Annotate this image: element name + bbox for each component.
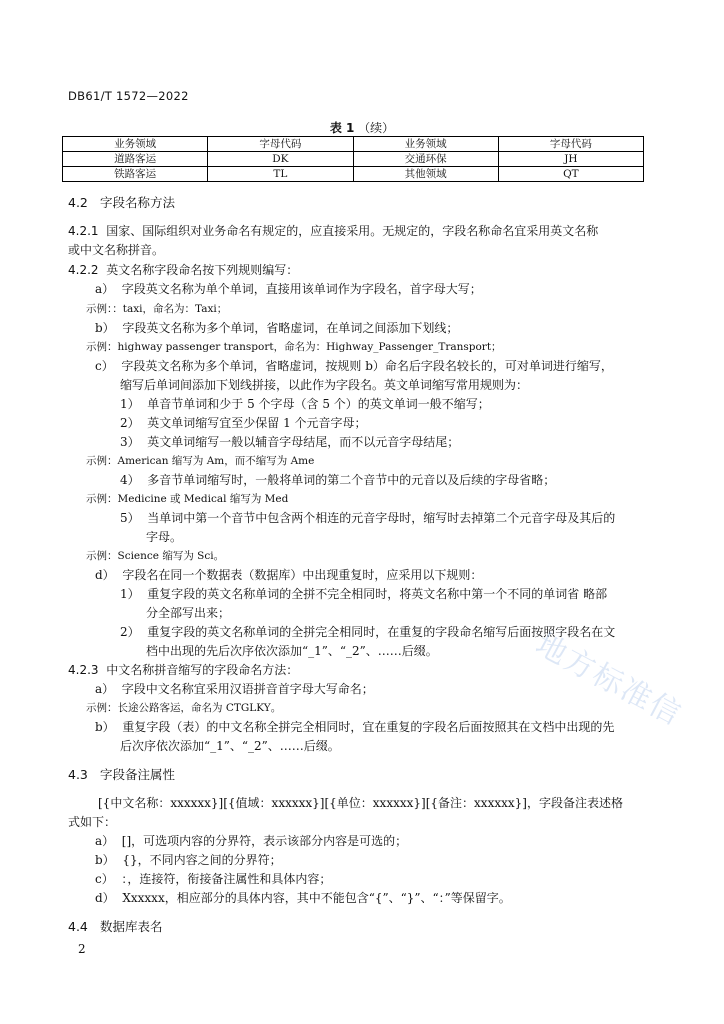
table-header-cell: 业务领域 — [353, 137, 498, 152]
rule-marker: 4） — [120, 473, 140, 487]
list-text: ：，连接符，衔接备注属性和具体内容； — [121, 872, 332, 886]
list-item-c — [95, 357, 613, 374]
list-item-b2 — [95, 718, 614, 735]
format-item-d — [95, 889, 511, 906]
section-heading-4-2 — [68, 193, 175, 211]
clause-text: 国家、国际组织对业务命名有规定的，应直接采用。无规定的，字段名称命名宜采用英文名称 — [106, 224, 599, 238]
table-row — [63, 152, 644, 167]
table-cell: 道路客运 — [63, 152, 208, 167]
rule-marker: 1） — [120, 587, 140, 601]
example-line: 示例：highway passenger transport，命名为：Highway_Passenger_Transport； — [86, 341, 502, 353]
list-text: 字段中文名称宜采用汉语拼音首字母大写命名； — [121, 682, 374, 696]
table-cell: 铁路客运 — [63, 167, 208, 182]
list-text: 重复字段（表）的中文名称全拼完全相同时，宜在重复的字段名后面按照其在文档中出现的先 — [122, 720, 615, 734]
clause-4-2-1-line2: 或中文名称拼音。 — [68, 243, 165, 257]
section-heading-4-4 — [68, 917, 163, 935]
format-item-b — [95, 851, 282, 868]
rule-marker: 2） — [120, 416, 140, 430]
list-item-a — [95, 280, 482, 297]
clause-number: 4.2.2 — [68, 263, 99, 277]
list-marker: b） — [95, 321, 115, 335]
clause-number: 4.2.3 — [68, 663, 99, 677]
section-title: 字段名称方法 — [100, 195, 176, 210]
example-line: 示例：Science 缩写为 Sci。 — [86, 550, 225, 562]
example-line: 示例：Medicine 或 Medical 缩写为 Med — [86, 493, 289, 505]
rule-text: 单音节单词和少于 5 个字母（含 5 个）的英文单词一般不缩写； — [147, 397, 490, 411]
section-heading-4-3 — [68, 765, 175, 783]
rule-text: 重复字段的英文名称单词的全拼不完全相同时，将英文名称中第一个不同的单词省 略部 — [147, 587, 608, 601]
rule-item-4 — [120, 471, 555, 488]
table-cell: QT — [498, 167, 643, 182]
example-line: 示例：American 缩写为 Am，而不缩写为 Ame — [86, 455, 315, 467]
section-number: 4.2 — [68, 195, 88, 210]
rule-marker: 2） — [120, 625, 140, 639]
section-number: 4.3 — [68, 767, 88, 782]
rule-marker: 1） — [120, 397, 140, 411]
clause-number: 4.2.1 — [68, 224, 99, 238]
rule-item-5 — [120, 509, 615, 526]
section-number: 4.4 — [68, 919, 88, 934]
rule-text: 当单词中第一个音节中包含两个相连的元音字母时，缩写时去掉第二个元音字母及其后的 — [147, 511, 616, 525]
list-marker: c） — [95, 359, 114, 373]
format-line-1: [{中文名称：xxxxxx}][{值域：xxxxxx}][{单位：xxxxxx}][{备注：xxxxxx}]，字段备注表述格 — [98, 796, 623, 810]
list-marker: b） — [95, 720, 115, 734]
rule-marker: 3） — [120, 435, 140, 449]
table-caption-label: 表 1 — [329, 121, 355, 135]
list-marker: a） — [95, 682, 115, 696]
list-item-c-cont: 缩写后单词间添加下划线拼接，以此作为字段名。英文单词缩写常用规则为： — [120, 378, 529, 392]
format-line-2: 式如下： — [68, 815, 117, 829]
list-item-b2-cont: 后次序依次添加“_1”、“_2”、……后缀。 — [120, 739, 340, 753]
list-marker: c） — [95, 872, 114, 886]
rule-item-5-cont: 字母。 — [146, 530, 183, 544]
page-number: 2 — [78, 942, 86, 956]
rule-text: 英文单词缩写一般以辅音字母结尾，而不以元音字母结尾； — [147, 435, 460, 449]
table-cell: JH — [498, 152, 643, 167]
watermark: 地方标准信 — [529, 627, 688, 734]
table-header-row — [63, 137, 644, 152]
clause-4-2-1-line1 — [68, 222, 598, 239]
table-cell: DK — [208, 152, 353, 167]
table-row — [63, 167, 644, 182]
rule-item-d1-cont: 分全部写出来； — [146, 606, 231, 620]
rule-text: 英文单词缩写宜至少保留 1 个元音字母； — [147, 416, 367, 430]
list-marker: a） — [95, 834, 115, 848]
list-item-a2 — [95, 680, 374, 697]
list-marker: a） — [95, 282, 115, 296]
list-text: 字段英文名称为多个单词，省略虚词，按规则 b）命名后字段名较长的，可对单词进行缩写， — [121, 359, 613, 373]
rule-item-3 — [120, 433, 459, 450]
code-table — [62, 136, 644, 182]
list-text: {}，不同内容之间的分界符； — [122, 853, 282, 867]
section-title: 字段备注属性 — [100, 767, 176, 782]
table-caption — [0, 119, 724, 136]
table-header-cell: 字母代码 — [498, 137, 643, 152]
example-line: 示例：长途公路客运，命名为 CTGLKY。 — [86, 702, 282, 714]
clause-4-2-2 — [68, 261, 298, 278]
table-cell: TL — [208, 167, 353, 182]
list-marker: b） — [95, 853, 115, 867]
table-header-cell: 字母代码 — [208, 137, 353, 152]
table-caption-continued: （续） — [358, 121, 395, 135]
rule-item-d1 — [120, 585, 607, 602]
list-text: []，可选项内容的分界符，表示该部分内容是可选的； — [121, 834, 408, 848]
table-header-cell: 业务领域 — [63, 137, 208, 152]
table-cell: 交通环保 — [353, 152, 498, 167]
clause-text: 中文名称拼音缩写的字段命名方法： — [106, 663, 299, 677]
list-text: 字段英文名称为多个单词，省略虚词，在单词之间添加下划线； — [122, 321, 459, 335]
document-code-header: DB61/T 1572—2022 — [68, 89, 189, 103]
rule-text: 多音节单词缩写时，一般将单词的第二个音节中的元音以及后续的字母省略； — [147, 473, 556, 487]
clause-4-2-3 — [68, 661, 298, 678]
list-item-d — [95, 566, 482, 583]
list-marker: d） — [95, 568, 115, 582]
rule-item-d2-cont: 档中出现的先后次序依次添加“_1”、“_2”、……后缀。 — [146, 644, 438, 658]
rule-marker: 5） — [120, 511, 140, 525]
rule-item-1 — [120, 395, 490, 412]
section-title: 数据库表名 — [100, 919, 163, 934]
clause-text: 英文名称字段命名按下列规则编写： — [106, 263, 299, 277]
rule-item-2 — [120, 414, 367, 431]
list-text: 字段名在同一个数据表（数据库）中出现重复时，应采用以下规则： — [122, 568, 483, 582]
format-item-a — [95, 832, 407, 849]
example-line: 示例：：taxi，命名为：Taxi； — [86, 303, 228, 315]
table-cell: 其他领域 — [353, 167, 498, 182]
list-item-b — [95, 319, 458, 336]
rule-text: 重复字段的英文名称单词的全拼完全相同时，在重复的字段命名缩写后面按照字段名在文 — [147, 625, 616, 639]
list-marker: d） — [95, 891, 115, 905]
list-text: 字段英文名称为单个单词，直接用该单词作为字段名，首字母大写； — [121, 282, 482, 296]
list-text: Xxxxxx，相应部分的具体内容，其中不能包含“{”、“}”、“：”等保留字。 — [122, 891, 511, 905]
format-item-c — [95, 870, 331, 887]
